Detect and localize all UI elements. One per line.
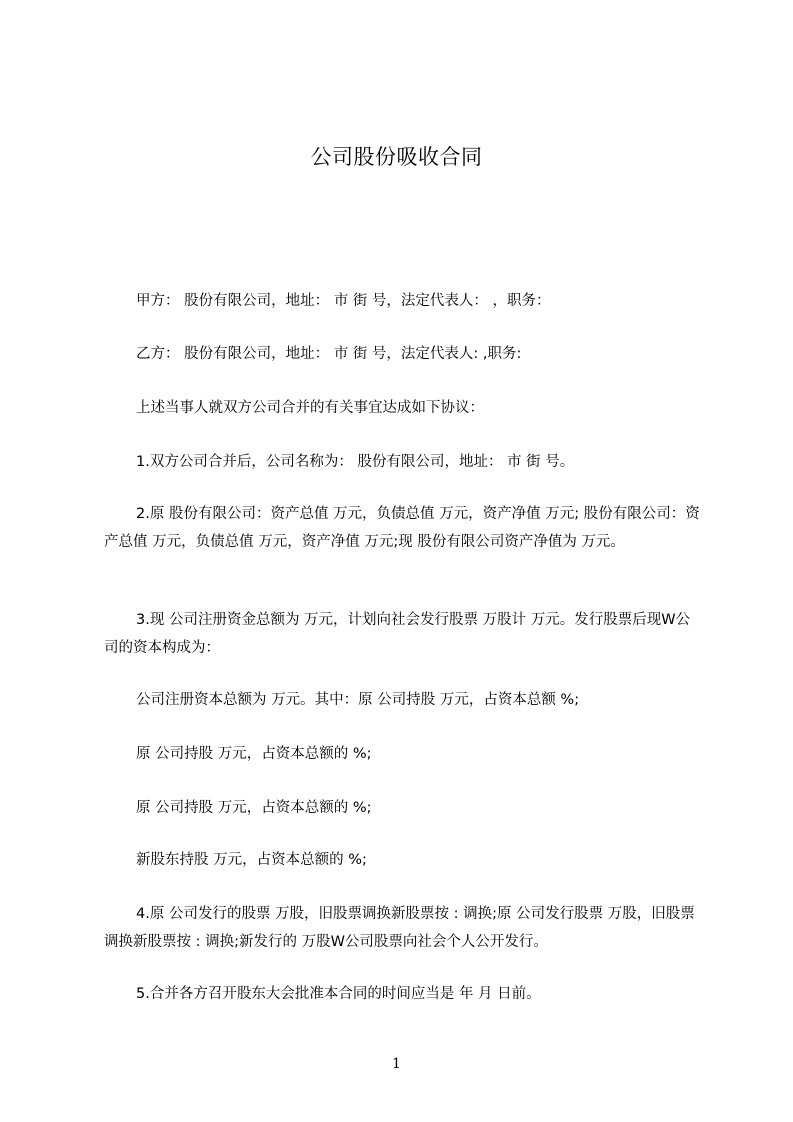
capital-total-paragraph: 公司注册资本总额为 万元。其中：原 公司持股 万元，占资本总额 %; (136, 692, 580, 708)
page-number: 1 (392, 1056, 401, 1072)
party-a-paragraph: 甲方： 股份有限公司，地址： 市 街 号，法定代表人： ，职务： (136, 293, 551, 309)
clause-2-paragraph: 2.原 股份有限公司：资产总值 万元，负债总值 万元，资产净值 万元; 股份有限公司：资产总值 万元，负债总值 万元，资产净值 万元;现 股份有限公司资产净值为 万元。 (104, 506, 700, 550)
party-b-paragraph: 乙方： 股份有限公司，地址： 市 街 号，法定代表人: ,职务: (136, 346, 522, 362)
clause-1-paragraph: 1.双方公司合并后，公司名称为： 股份有限公司，地址： 市 街 号。 (136, 454, 575, 470)
clause-5-paragraph: 5.合并各方召开股东大会批准本合同的时间应当是 年 月 日前。 (136, 986, 541, 1002)
shareholding-line-1: 原 公司持股 万元，占资本总额的 %; (136, 746, 372, 762)
shareholding-line-2: 原 公司持股 万元，占资本总额的 %; (136, 800, 372, 816)
clause-3-paragraph: 3.现 公司注册资金总额为 万元，计划向社会发行股票 万股计 万元。发行股票后现W公司的资本构成为： (104, 612, 691, 656)
intro-paragraph: 上述当事人就双方公司合并的有关事宜达成如下协议： (136, 400, 484, 416)
page-title: 公司股份吸收合同 (310, 145, 483, 169)
clause-4-paragraph: 4.原 公司发行的股票 万股，旧股票调换新股票按 : 调换;原 公司发行股票 万股，旧股票调换新股票按 : 调换;新发行的 万股W公司股票向社会个人公开发行。 (104, 906, 695, 950)
new-shareholder-line: 新股东持股 万元，占资本总额的 %; (136, 852, 367, 868)
